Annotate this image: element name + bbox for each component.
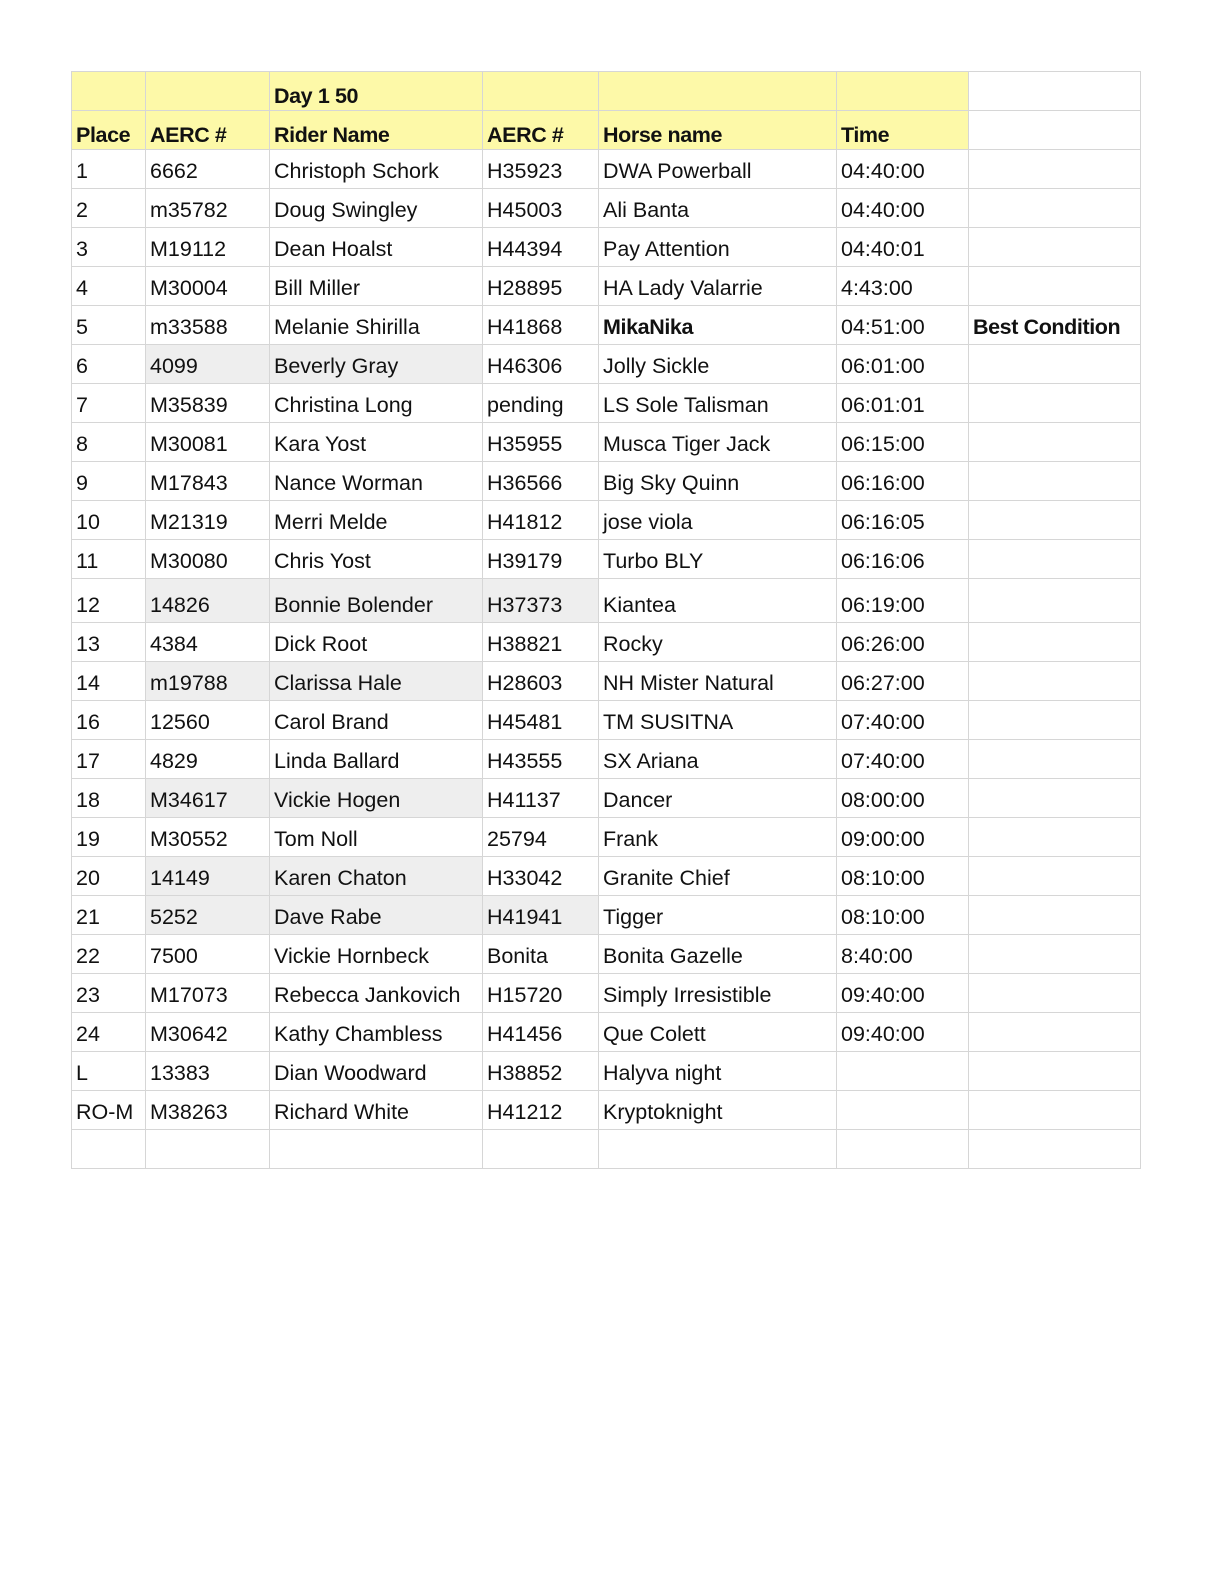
- place-cell: 6: [72, 345, 146, 384]
- horse-name-cell: Simply Irresistible: [599, 974, 837, 1013]
- notes-cell: [969, 818, 1141, 857]
- rider-name-cell: Dick Root: [270, 623, 483, 662]
- horse-aerc-cell: [483, 1130, 599, 1169]
- rider-aerc-cell: M30080: [146, 540, 270, 579]
- notes-cell: [969, 189, 1141, 228]
- time-cell: [837, 1130, 969, 1169]
- table-row: [72, 701, 1141, 740]
- table-row: [72, 974, 1141, 1013]
- notes-cell: [969, 623, 1141, 662]
- rider-name-cell: Chris Yost: [270, 540, 483, 579]
- horse-name-cell: Turbo BLY: [599, 540, 837, 579]
- table-row: [72, 306, 1141, 345]
- horse-name-cell: MikaNika: [599, 306, 837, 345]
- table-row: [72, 935, 1141, 974]
- rider-aerc-cell: M30004: [146, 267, 270, 306]
- table-row: [72, 462, 1141, 501]
- horse-aerc-cell: H41812: [483, 501, 599, 540]
- table-row: [72, 345, 1141, 384]
- time-cell: 08:10:00: [837, 896, 969, 935]
- time-cell: 08:00:00: [837, 779, 969, 818]
- table-row: [72, 1013, 1141, 1052]
- horse-name-cell: Halyva night: [599, 1052, 837, 1091]
- notes-cell: [969, 228, 1141, 267]
- table-row: [72, 150, 1141, 189]
- rider-aerc-cell: M17073: [146, 974, 270, 1013]
- place-cell: 3: [72, 228, 146, 267]
- rider-aerc-cell: 7500: [146, 935, 270, 974]
- title-cell: [483, 72, 599, 111]
- rider-aerc-cell: M35839: [146, 384, 270, 423]
- notes-cell: [969, 974, 1141, 1013]
- header-row: [72, 111, 1141, 150]
- title-cell: [837, 72, 969, 111]
- rider-name-cell: Christoph Schork: [270, 150, 483, 189]
- notes-cell: [969, 345, 1141, 384]
- horse-aerc-cell: H36566: [483, 462, 599, 501]
- rider-aerc-cell: M19112: [146, 228, 270, 267]
- time-cell: 06:16:00: [837, 462, 969, 501]
- title-cell: [599, 72, 837, 111]
- table-row: [72, 1130, 1141, 1169]
- notes-cell: [969, 857, 1141, 896]
- place-cell: 4: [72, 267, 146, 306]
- rider-aerc-cell: 5252: [146, 896, 270, 935]
- table-row: [72, 540, 1141, 579]
- place-cell: 8: [72, 423, 146, 462]
- time-cell: 06:01:01: [837, 384, 969, 423]
- header-rider-aerc: AERC #: [146, 111, 270, 150]
- rider-aerc-cell: M17843: [146, 462, 270, 501]
- header-horse-name: Horse name: [599, 111, 837, 150]
- place-cell: 13: [72, 623, 146, 662]
- place-cell: 24: [72, 1013, 146, 1052]
- horse-aerc-cell: H38821: [483, 623, 599, 662]
- horse-name-cell: NH Mister Natural: [599, 662, 837, 701]
- table-row: [72, 384, 1141, 423]
- time-cell: 09:00:00: [837, 818, 969, 857]
- rider-name-cell: Melanie Shirilla: [270, 306, 483, 345]
- horse-name-cell: Bonita Gazelle: [599, 935, 837, 974]
- notes-cell: Best Condition: [969, 306, 1141, 345]
- rider-aerc-cell: m35782: [146, 189, 270, 228]
- horse-aerc-cell: H39179: [483, 540, 599, 579]
- place-cell: 19: [72, 818, 146, 857]
- header-place: Place: [72, 111, 146, 150]
- horse-aerc-cell: H35923: [483, 150, 599, 189]
- notes-cell: [969, 779, 1141, 818]
- title-cell: [969, 72, 1141, 111]
- rider-name-cell: Bonnie Bolender: [270, 579, 483, 623]
- header-time: Time: [837, 111, 969, 150]
- place-cell: 22: [72, 935, 146, 974]
- title-cell: [146, 72, 270, 111]
- horse-name-cell: jose viola: [599, 501, 837, 540]
- place-cell: [72, 1130, 146, 1169]
- table-row: [72, 1091, 1141, 1130]
- time-cell: 08:10:00: [837, 857, 969, 896]
- notes-cell: [969, 1013, 1141, 1052]
- place-cell: 18: [72, 779, 146, 818]
- place-cell: 1: [72, 150, 146, 189]
- place-cell: 14: [72, 662, 146, 701]
- notes-cell: [969, 462, 1141, 501]
- rider-aerc-cell: 4384: [146, 623, 270, 662]
- horse-name-cell: Jolly Sickle: [599, 345, 837, 384]
- notes-cell: [969, 740, 1141, 779]
- horse-name-cell: [599, 1130, 837, 1169]
- rider-aerc-cell: m33588: [146, 306, 270, 345]
- place-cell: 20: [72, 857, 146, 896]
- table-row: [72, 740, 1141, 779]
- rider-name-cell: Bill Miller: [270, 267, 483, 306]
- table-row: [72, 623, 1141, 662]
- horse-aerc-cell: Bonita: [483, 935, 599, 974]
- notes-cell: [969, 1091, 1141, 1130]
- table-row: [72, 423, 1141, 462]
- rider-name-cell: Dean Hoalst: [270, 228, 483, 267]
- horse-aerc-cell: H44394: [483, 228, 599, 267]
- rider-aerc-cell: M21319: [146, 501, 270, 540]
- place-cell: RO-M: [72, 1091, 146, 1130]
- notes-cell: [969, 701, 1141, 740]
- notes-cell: [969, 501, 1141, 540]
- title-cell: [72, 72, 146, 111]
- rider-aerc-cell: [146, 1130, 270, 1169]
- horse-aerc-cell: H41941: [483, 896, 599, 935]
- rider-name-cell: Doug Swingley: [270, 189, 483, 228]
- horse-aerc-cell: pending: [483, 384, 599, 423]
- rider-aerc-cell: 6662: [146, 150, 270, 189]
- horse-name-cell: DWA Powerball: [599, 150, 837, 189]
- notes-cell: [969, 1130, 1141, 1169]
- time-cell: 06:15:00: [837, 423, 969, 462]
- horse-name-cell: LS Sole Talisman: [599, 384, 837, 423]
- horse-aerc-cell: H33042: [483, 857, 599, 896]
- time-cell: 04:51:00: [837, 306, 969, 345]
- time-cell: 06:01:00: [837, 345, 969, 384]
- place-cell: 11: [72, 540, 146, 579]
- table-row: [72, 579, 1141, 623]
- place-cell: 12: [72, 579, 146, 623]
- horse-aerc-cell: H28895: [483, 267, 599, 306]
- rider-aerc-cell: 14149: [146, 857, 270, 896]
- time-cell: 06:26:00: [837, 623, 969, 662]
- header-notes: [969, 111, 1141, 150]
- horse-name-cell: Que Colett: [599, 1013, 837, 1052]
- results-table-body: [72, 72, 1141, 1169]
- rider-name-cell: Clarissa Hale: [270, 662, 483, 701]
- time-cell: [837, 1052, 969, 1091]
- rider-aerc-cell: M30642: [146, 1013, 270, 1052]
- horse-name-cell: Dancer: [599, 779, 837, 818]
- table-row: [72, 267, 1141, 306]
- notes-cell: [969, 267, 1141, 306]
- horse-name-cell: SX Ariana: [599, 740, 837, 779]
- time-cell: 04:40:00: [837, 189, 969, 228]
- notes-cell: [969, 662, 1141, 701]
- notes-cell: [969, 896, 1141, 935]
- place-cell: 7: [72, 384, 146, 423]
- time-cell: 4:43:00: [837, 267, 969, 306]
- results-table: [71, 71, 1141, 1169]
- place-cell: L: [72, 1052, 146, 1091]
- horse-name-cell: Musca Tiger Jack: [599, 423, 837, 462]
- time-cell: 8:40:00: [837, 935, 969, 974]
- rider-aerc-cell: 12560: [146, 701, 270, 740]
- time-cell: [837, 1091, 969, 1130]
- place-cell: 9: [72, 462, 146, 501]
- header-horse-aerc: AERC #: [483, 111, 599, 150]
- horse-name-cell: Kryptoknight: [599, 1091, 837, 1130]
- rider-aerc-cell: 13383: [146, 1052, 270, 1091]
- table-row: [72, 501, 1141, 540]
- horse-aerc-cell: H41212: [483, 1091, 599, 1130]
- time-cell: 07:40:00: [837, 740, 969, 779]
- table-row: [72, 1052, 1141, 1091]
- rider-name-cell: [270, 1130, 483, 1169]
- horse-aerc-cell: H35955: [483, 423, 599, 462]
- place-cell: 10: [72, 501, 146, 540]
- horse-name-cell: Ali Banta: [599, 189, 837, 228]
- horse-name-cell: Frank: [599, 818, 837, 857]
- horse-aerc-cell: H41137: [483, 779, 599, 818]
- horse-aerc-cell: H15720: [483, 974, 599, 1013]
- table-row: [72, 189, 1141, 228]
- title-row: [72, 72, 1141, 111]
- table-row: [72, 818, 1141, 857]
- sheet-title: Day 1 50: [270, 72, 483, 111]
- time-cell: 06:27:00: [837, 662, 969, 701]
- header-rider-name: Rider Name: [270, 111, 483, 150]
- rider-name-cell: Beverly Gray: [270, 345, 483, 384]
- horse-name-cell: Pay Attention: [599, 228, 837, 267]
- time-cell: 07:40:00: [837, 701, 969, 740]
- rider-name-cell: Nance Worman: [270, 462, 483, 501]
- rider-aerc-cell: m19788: [146, 662, 270, 701]
- rider-name-cell: Linda Ballard: [270, 740, 483, 779]
- horse-aerc-cell: H28603: [483, 662, 599, 701]
- place-cell: 16: [72, 701, 146, 740]
- horse-name-cell: TM SUSITNA: [599, 701, 837, 740]
- rider-name-cell: Carol Brand: [270, 701, 483, 740]
- horse-aerc-cell: H38852: [483, 1052, 599, 1091]
- time-cell: 04:40:01: [837, 228, 969, 267]
- place-cell: 17: [72, 740, 146, 779]
- rider-aerc-cell: 4829: [146, 740, 270, 779]
- rider-name-cell: Dian Woodward: [270, 1052, 483, 1091]
- place-cell: 2: [72, 189, 146, 228]
- horse-aerc-cell: H41868: [483, 306, 599, 345]
- rider-name-cell: Merri Melde: [270, 501, 483, 540]
- horse-aerc-cell: H41456: [483, 1013, 599, 1052]
- time-cell: 06:16:05: [837, 501, 969, 540]
- notes-cell: [969, 384, 1141, 423]
- place-cell: 21: [72, 896, 146, 935]
- rider-name-cell: Rebecca Jankovich: [270, 974, 483, 1013]
- table-row: [72, 228, 1141, 267]
- horse-aerc-cell: 25794: [483, 818, 599, 857]
- horse-aerc-cell: H45481: [483, 701, 599, 740]
- rider-name-cell: Kara Yost: [270, 423, 483, 462]
- horse-aerc-cell: H45003: [483, 189, 599, 228]
- rider-name-cell: Tom Noll: [270, 818, 483, 857]
- horse-aerc-cell: H46306: [483, 345, 599, 384]
- rider-name-cell: Karen Chaton: [270, 857, 483, 896]
- time-cell: 09:40:00: [837, 974, 969, 1013]
- rider-aerc-cell: 14826: [146, 579, 270, 623]
- horse-name-cell: Granite Chief: [599, 857, 837, 896]
- rider-name-cell: Kathy Chambless: [270, 1013, 483, 1052]
- horse-name-cell: Big Sky Quinn: [599, 462, 837, 501]
- horse-name-cell: Kiantea: [599, 579, 837, 623]
- rider-name-cell: Vickie Hogen: [270, 779, 483, 818]
- rider-name-cell: Vickie Hornbeck: [270, 935, 483, 974]
- rider-name-cell: Dave Rabe: [270, 896, 483, 935]
- place-cell: 23: [72, 974, 146, 1013]
- horse-name-cell: Rocky: [599, 623, 837, 662]
- rider-aerc-cell: M30552: [146, 818, 270, 857]
- time-cell: 04:40:00: [837, 150, 969, 189]
- time-cell: 06:19:00: [837, 579, 969, 623]
- notes-cell: [969, 935, 1141, 974]
- table-row: [72, 662, 1141, 701]
- notes-cell: [969, 540, 1141, 579]
- place-cell: 5: [72, 306, 146, 345]
- table-row: [72, 896, 1141, 935]
- table-row: [72, 779, 1141, 818]
- horse-aerc-cell: H43555: [483, 740, 599, 779]
- rider-aerc-cell: M38263: [146, 1091, 270, 1130]
- horse-aerc-cell: H37373: [483, 579, 599, 623]
- notes-cell: [969, 150, 1141, 189]
- time-cell: 09:40:00: [837, 1013, 969, 1052]
- time-cell: 06:16:06: [837, 540, 969, 579]
- horse-name-cell: Tigger: [599, 896, 837, 935]
- notes-cell: [969, 423, 1141, 462]
- horse-name-cell: HA Lady Valarrie: [599, 267, 837, 306]
- rider-name-cell: Richard White: [270, 1091, 483, 1130]
- rider-name-cell: Christina Long: [270, 384, 483, 423]
- rider-aerc-cell: 4099: [146, 345, 270, 384]
- notes-cell: [969, 579, 1141, 623]
- rider-aerc-cell: M30081: [146, 423, 270, 462]
- rider-aerc-cell: M34617: [146, 779, 270, 818]
- table-row: [72, 857, 1141, 896]
- notes-cell: [969, 1052, 1141, 1091]
